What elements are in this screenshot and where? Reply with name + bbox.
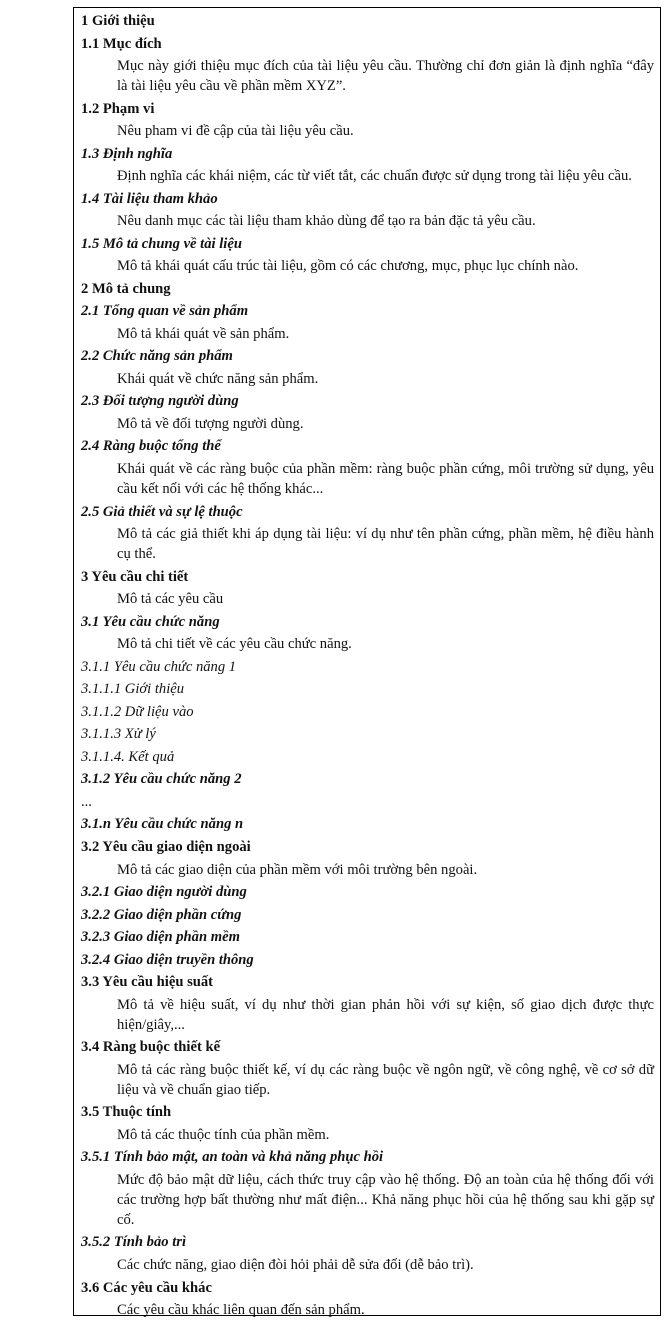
section-description: Nêu danh mục các tài liệu tham khảo dùng để tạo ra bản đặc tả yêu cầu. <box>117 213 536 230</box>
ellipsis: ... <box>81 793 92 810</box>
subsection-heading-italic: 3.2.4 Giao diện truyền thông <box>81 951 254 968</box>
subsection-heading-italic: 1.4 Tài liệu tham khảo <box>81 190 218 207</box>
subsection-heading: 3.3 Yêu cầu hiệu suất <box>81 974 214 991</box>
subsection-heading-italic: 3.2.3 Giao diện phần mềm <box>81 929 240 946</box>
section-description: Định nghĩa các khái niệm, các từ viết tắt, các chuẩn được sử dụng trong tài liệu yêu cầu. <box>117 168 632 185</box>
subsection-heading-italic: 2.5 Giả thiết và sự lệ thuộc <box>81 503 243 520</box>
subsection-heading-italic: 1.5 Mô tả chung về tài liệu <box>81 235 242 252</box>
section-description: Mô tả các yêu cầu <box>117 591 224 608</box>
section-description: Mô tả các giả thiết khi áp dụng tài liệu: ví dụ như tên phần cứng, phần mềm, hệ điều hành cụ thể. <box>117 526 654 563</box>
section-description: Mức độ bảo mật dữ liệu, cách thức truy cập vào hệ thống. Độ an toàn của hệ thống đối với các trường hợp bất thường như mất điện... Khả năng phục hồi của hệ thống sau khi gặp sự cố. <box>117 1171 654 1228</box>
subsection-heading: 3.4 Ràng buộc thiết kế <box>81 1039 221 1056</box>
section-heading: 2 Mô tả chung <box>81 280 171 297</box>
subsection-heading: 1.2 Phạm vi <box>81 100 155 117</box>
section-description: Nêu pham vi đề cập của tài liệu yêu cầu. <box>117 123 354 140</box>
section-description: Mô tả khái quát cấu trúc tài liệu, gồm có các chương, mục, phục lục chính nào. <box>117 258 579 275</box>
section-description: Mục này giới thiệu mục đích của tài liệu yêu cầu. Thường chỉ đơn giản là định nghĩa “đây là tài liệu yêu cầu về phần mềm XYZ”. <box>117 58 654 95</box>
subsection-heading-italic: 2.1 Tổng quan về sản phẩm <box>81 303 249 320</box>
subsection-heading-italic: 3.2.2 Giao diện phần cứng <box>81 906 242 923</box>
subsection-heading: 3.5 Thuộc tính <box>81 1104 172 1121</box>
subsection-heading-italic: 3.5.1 Tính bảo mật, an toàn và khả năng phục hồi <box>81 1149 384 1166</box>
subsection-heading-italic: 3.2.1 Giao diện người dùng <box>81 884 247 901</box>
subsection-heading-italic: 3.1 Yêu cầu chức năng <box>81 613 220 630</box>
subsubsection-heading: 3.1.1 Yêu cầu chức năng 1 <box>81 658 237 675</box>
subsubsection-heading: 3.1.1.1 Giới thiệu <box>81 681 185 698</box>
subsubsection-heading: 3.1.1.3 Xử lý <box>81 726 156 743</box>
section-description: Mô tả về hiệu suất, ví dụ như thời gian phản hồi với sự kiện, số giao dịch được thực hiện/giây,... <box>117 996 654 1033</box>
subsection-heading-italic: 1.3 Định nghĩa <box>81 145 173 162</box>
section-description: Các yêu cầu khác liên quan đến sản phẩm. <box>117 1302 365 1319</box>
section-description: Mô tả chi tiết về các yêu cầu chức năng. <box>117 636 352 653</box>
subsection-heading-italic: 2.2 Chức năng sản phẩm <box>81 348 233 365</box>
subsection-heading: 3.6 Các yêu cầu khác <box>81 1279 212 1296</box>
document-outline-box <box>73 7 661 1319</box>
subsubsection-heading: 3.1.1.4. Kết quả <box>81 748 175 765</box>
section-description: Khái quát về các ràng buộc của phần mềm: ràng buộc phần cứng, môi trường sử dụng, yêu cầu kết nối với các hệ thống khác... <box>117 461 654 498</box>
section-heading: 3 Yêu cầu chi tiết <box>81 568 189 585</box>
section-description: Mô tả các ràng buộc thiết kế, ví dụ các ràng buộc về ngôn ngữ, về công nghệ, về cơ sở dữ liệu và về chuẩn giao tiếp. <box>117 1061 654 1098</box>
subsection-heading-italic: 3.1.n Yêu cầu chức năng n <box>81 816 244 833</box>
section-description: Các chức năng, giao diện đòi hỏi phải dễ sửa đối (dễ bảo trì). <box>117 1257 474 1273</box>
subsection-heading: 3.2 Yêu cầu giao diện ngoài <box>81 839 251 856</box>
section-description: Mô tả khái quát về sản phẩm. <box>117 325 290 342</box>
section-description: Mô tả về đối tượng người dùng. <box>117 415 304 432</box>
section-heading: 1 Giới thiệu <box>81 13 155 29</box>
section-description: Mô tả các giao diện của phần mềm với môi trường bên ngoài. <box>117 861 478 878</box>
section-description: Mô tả các thuộc tính của phần mềm. <box>117 1126 330 1143</box>
subsection-heading: 1.1 Mục đích <box>81 35 162 52</box>
subsection-heading-italic: 2.3 Đối tượng người dùng <box>81 393 239 410</box>
section-description: Khái quát về chức năng sản phẩm. <box>117 370 319 387</box>
subsubsection-heading: 3.1.1.2 Dữ liệu vào <box>81 703 194 720</box>
subsection-heading-italic: 3.5.2 Tính bảo trì <box>81 1234 187 1251</box>
subsection-heading-italic: 3.1.2 Yêu cầu chức năng 2 <box>81 771 242 788</box>
subsection-heading-italic: 2.4 Ràng buộc tổng thể <box>81 438 221 455</box>
